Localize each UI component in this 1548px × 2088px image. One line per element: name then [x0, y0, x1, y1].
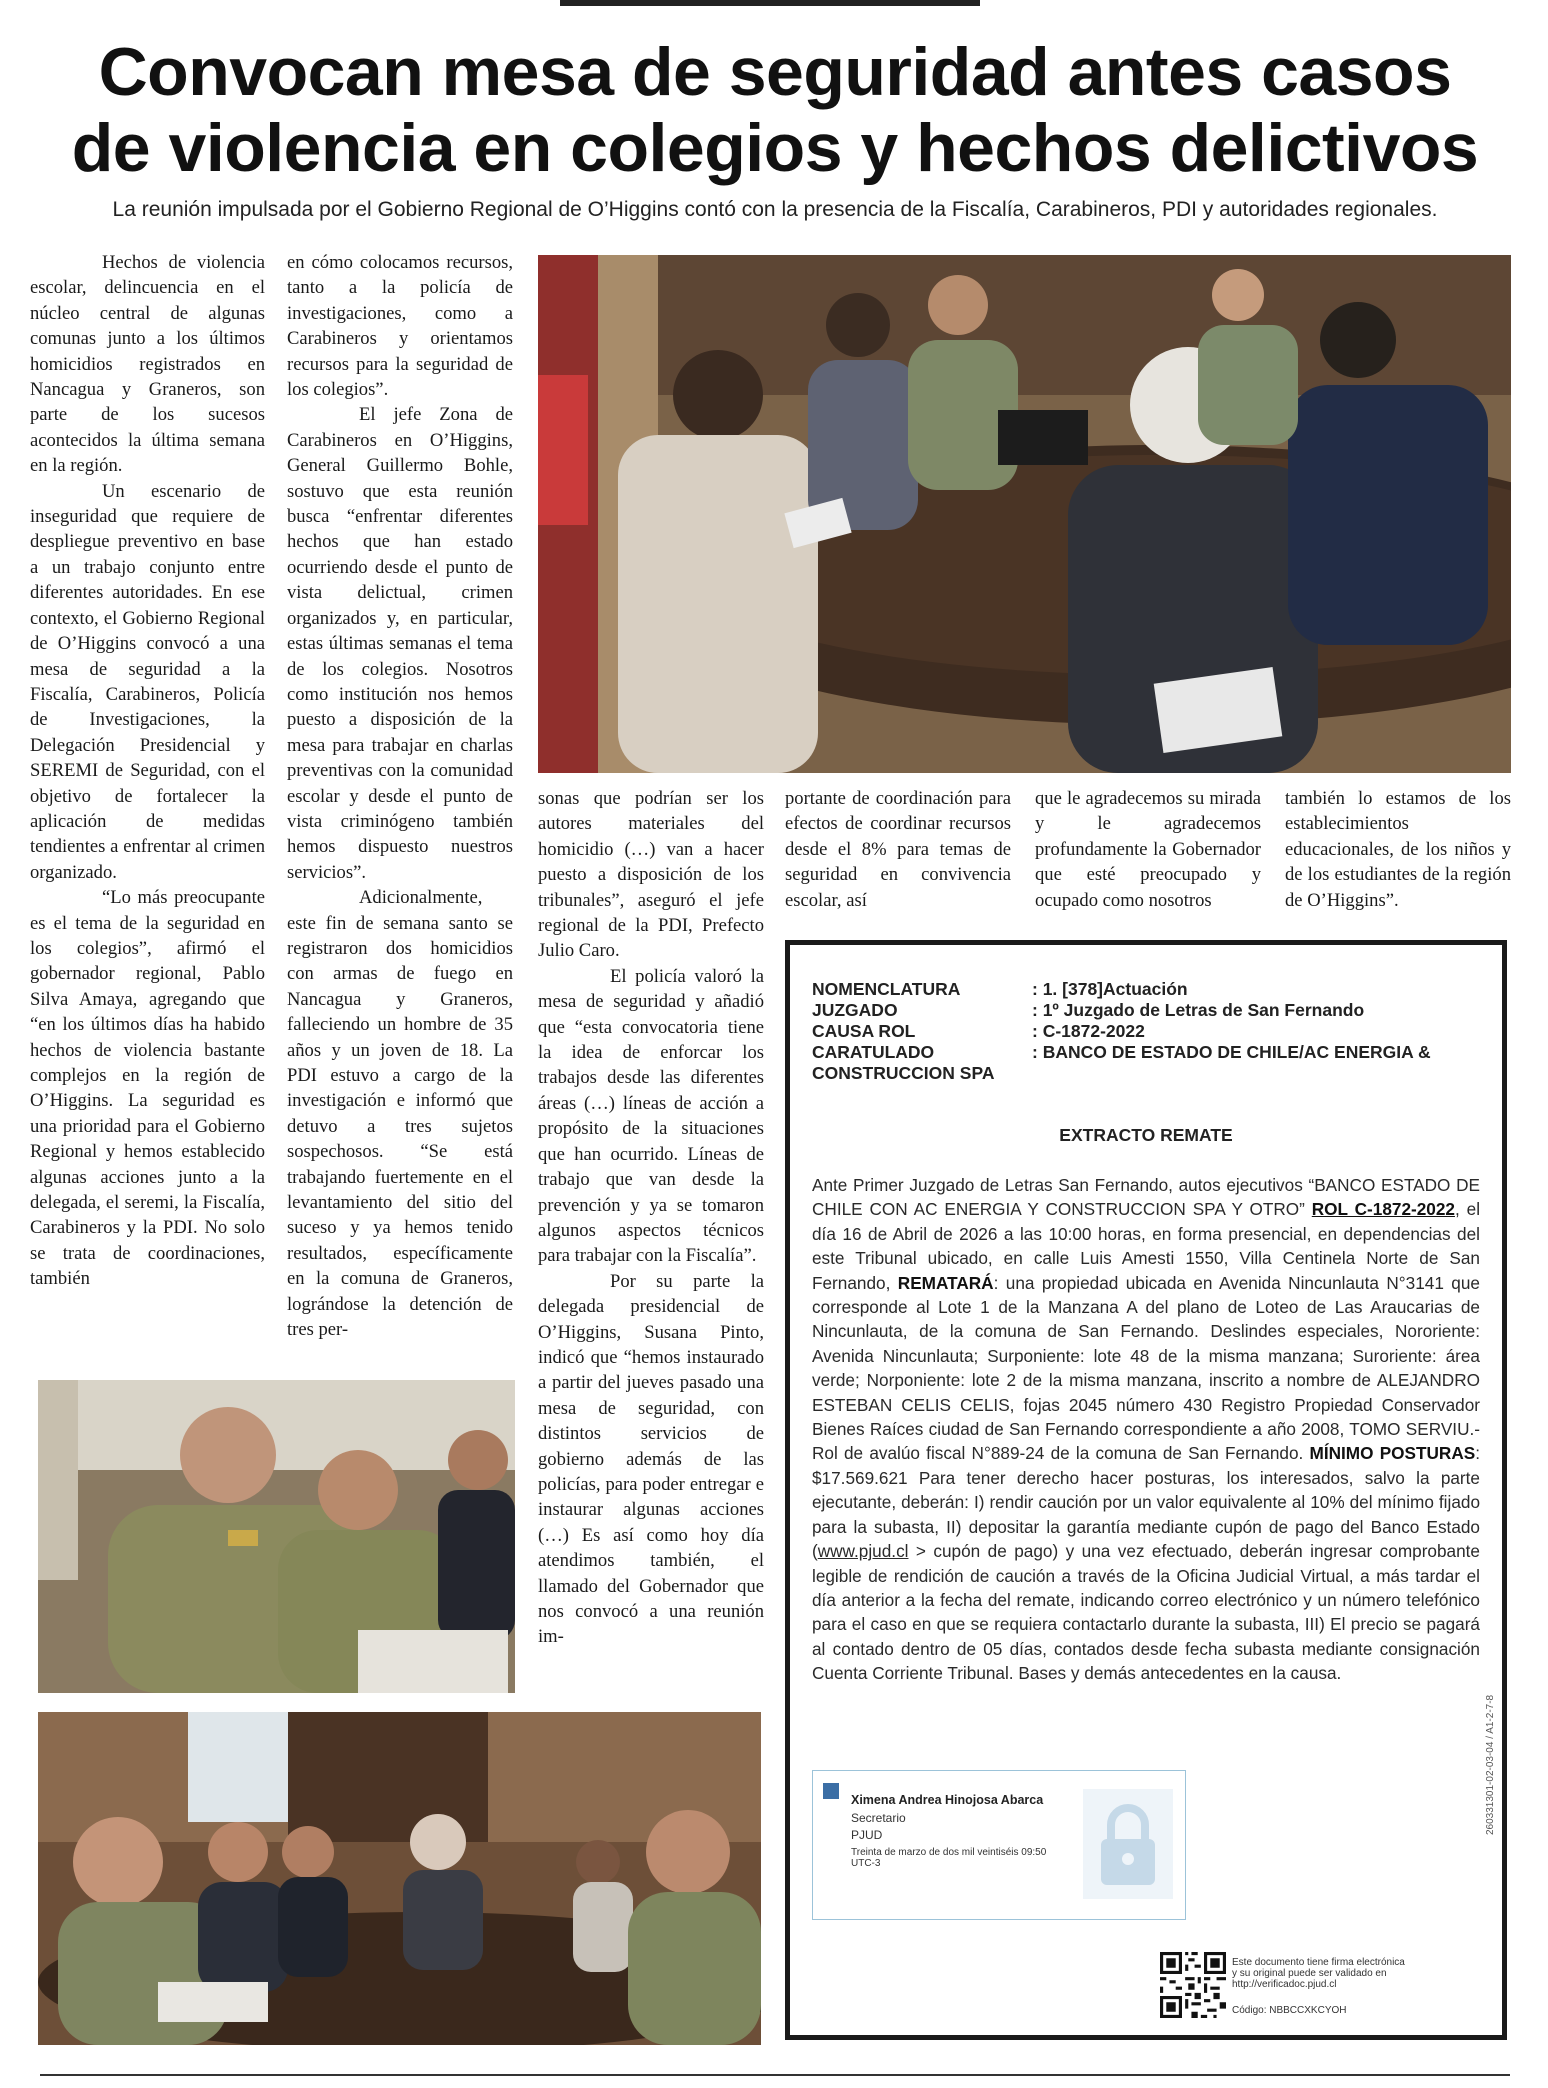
electronic-signature [812, 1770, 1186, 1920]
case-key: NOMENCLATURA [812, 979, 961, 999]
col2-paragraph-3: Adicionalmente, este fin de semana santo se registraron dos homicidios con armas de fuego en Nancagua y Graneros, falleciendo un hombre de 35 años y un joven de 18. La PDI estuvo a cargo de la investigación e informó que detuvo a tres sujetos sospechosos. “Se está trabajando fuertemente en el levantamiento del sitio del suceso y ya hemos tenido resultados, específicamente en la comuna de Graneros, lográndose la detención de tres per- [287, 887, 513, 1341]
extract-title: EXTRACTO REMATE [1059, 1125, 1233, 1145]
signer-role: Secretario [851, 1811, 906, 1825]
case-row [812, 979, 1472, 1000]
headline [30, 34, 1520, 186]
article-column-5 [1035, 786, 1261, 913]
case-key: CARATULADO [812, 1042, 935, 1062]
article-column-6 [1285, 786, 1511, 913]
case-row [812, 1063, 1472, 1084]
extract-intro: Ante Primer Juzgado de Letras San Fernando, autos ejecutivos “BANCO ESTADO DE CHILE CON AC ENERGIA Y CONSTRUCCION SPA Y OTRO” [812, 1175, 1480, 1220]
col1-paragraph-3: “Lo más preocupante es el tema de la seguridad en los colegios”, afirmó el gobernador regional, Pablo Silva Amaya, agregando que “en los últimos días ha habido hechos de violencia bastante complejos en la región de O’Higgins. La seguridad es una prioridad para el Gobierno Regional y hemos establecido algunas acciones junto a la delegada, el seremi, la Fiscalía, Carabineros y la PDI. No solo se trata de coordinaciones, también [30, 887, 265, 1290]
extract-property: : una propiedad ubicada en Avenida Nincunlauta N°3141 que corresponde al Lote 1 de la Manzana A del plano de Loteo de Las Araucarias de Nincunlauta, de la comuna de San Fernando. Deslindes especiales, Nororiente: Avenida Nincunlauta; Surponiente: lote 48 de la misma manzana; Suroriente: área verde; Norponiente: lote 2 de la misma manzana, inscrito a nombre de ALEJANDRO ESTEBAN CELIS CELIS, fojas 2045 número 430 Registro Propiedad Conservador Bienes Raíces ciudad de San Fernando correspondiente a año 2008, TOMO SERVIU.- Rol de avalúo fiscal N°889-24 de la comuna de San Fernando. [812, 1272, 1480, 1464]
qr-code-icon[interactable] [1160, 1952, 1226, 2018]
extract-body [812, 1173, 1480, 1686]
headline-line-1: Convocan mesa de seguridad antes casos [98, 34, 1452, 110]
article-column-4 [785, 786, 1011, 913]
article-column-2 [287, 250, 513, 1342]
case-key: CONSTRUCCION SPA [812, 1063, 995, 1083]
extract-rol: ROL C-1872-2022 [1311, 1199, 1455, 1220]
case-value: : BANCO DE ESTADO DE CHILE/AC ENERGIA & [1032, 1042, 1431, 1062]
signer-org: PJUD [851, 1828, 883, 1842]
case-value [994, 1063, 1472, 1084]
case-details [812, 979, 1472, 1084]
meeting-photo-main [538, 255, 1511, 773]
case-row [812, 1042, 1472, 1063]
col3-paragraph-1: sonas que podrían ser los autores materiales del homicidio (…) van a hacer puesto a disposición de los tribunales”, aseguró el jefe regional de la PDI, Prefecto Julio Caro. [538, 788, 764, 962]
extract-rest: > cupón de pago) y una vez efectuado, deberán ingresar comprobante legible de rendición de caución a través de la Oficina Judicial Virtual, a más tardar el día anterior a la fecha del remate, indicando correo electrónico y un número telefónico para el caso en que se requiera contactarlo durante la subasta, III) El precio se pagará al contado dentro de 05 días, contados desde fecha subasta mediante consignación Cuenta Corriente Tribunal. Bases y demás antecedentes en la causa. [812, 1541, 1480, 1684]
case-key: JUZGADO [812, 1000, 898, 1020]
pjud-link[interactable]: www.pjud.cl [817, 1541, 909, 1562]
col5-paragraph: que le agradecemos su mirada y le agradecemos profundamente la Gobernador que esté preocupado y ocupado como nosotros [1035, 788, 1261, 911]
case-row [812, 1021, 1472, 1042]
col3-paragraph-2: El policía valoró la mesa de seguridad y añadió que “esta convocatoria tiene la idea de enforcar los trabajos desde las diferentes áreas (…) líneas de acción a propósito de la situaciones que han ocurrido. Líneas de trabajo que van desde la prevención y ya se tomaron algunos aspectos técnicos para trabajar con la Fiscalía”. [538, 965, 764, 1267]
extract-minimo: MÍNIMO POSTURAS [1309, 1443, 1476, 1464]
signer-name: Ximena Andrea Hinojosa Abarca [851, 1793, 1044, 1807]
col4-paragraph: portante de coordinación para efectos de coordinar recursos desde el 8% para temas de seguridad en convivencia escolar, así [785, 788, 1011, 911]
extract-rematara: REMATARÁ [897, 1272, 994, 1293]
col3-paragraph-3: Por su parte la delegada presidencial de O’Higgins, Susana Pinto, indicó que “hemos instaurado a partir del jueves pasado una mesa de seguridad, con distintos servicios de gobierno además de las policías, para poder entregar e instaurar algunas acciones (…) Es así como hoy día atendimos también, el llamado del Gobernador que nos convocó a una reunión im- [538, 1270, 764, 1648]
document-code-vertical: 260331301-02-03-04 / A1-2-7-8 [1485, 1694, 1496, 1835]
case-key: CAUSA ROL [812, 1021, 916, 1041]
legal-notice-box [785, 940, 1507, 2040]
article-column-1 [30, 250, 265, 1292]
article-column-3 [538, 786, 764, 1650]
meeting-photo-carabineros [38, 1380, 515, 1693]
col6-paragraph: también lo estamos de los establecimientos educacionales, de los niños y de los estudiantes de la región de O’Higgins”. [1285, 788, 1511, 911]
bottom-rule [40, 2074, 1510, 2076]
signature-date: Treinta de marzo de dos mil veintiséis 09:50 UTC-3 [851, 1847, 1047, 1869]
top-rule [560, 0, 980, 6]
subheadline: La reunión impulsada por el Gobierno Regional de O’Higgins contó con la presencia de la Fiscalía, Carabineros, PDI y autoridades regionales. [112, 198, 1438, 221]
case-row [812, 1000, 1472, 1021]
case-value: : C-1872-2022 [1032, 1021, 1145, 1041]
verification-text: Este documento tiene firma electrónica y su original puede ser validado en http://verificadoc.pjud.cl [1232, 1957, 1405, 1990]
pjud-emblem-icon [823, 1783, 839, 1799]
verification-code: Código: NBBCCXKCYOH [1232, 2005, 1347, 2016]
extract-conditions: : $17.569.621 Para tener derecho hacer posturas, los interesados, salvo la parte ejecutante, deberán: I) rendir caución por un valor equivalente al 10% del mínimo fijado para la subasta, II) depositar la garantía mediante cupón de pago del Banco Estado ( [812, 1443, 1480, 1562]
lock-icon [1083, 1789, 1173, 1899]
extract-date: , el día 16 de Abril de 2026 a las 10:00 horas, en forma presencial, en dependencias del este Tribunal ubicado, en calle Luis Amesti 1550, Villa Centinela Norte de San Fernando, [812, 1199, 1481, 1293]
col2-paragraph-1: en cómo colocamos recursos, tanto a la policía de investigaciones, como a Carabineros y orientamos recursos para la seguridad de los colegios”. [287, 252, 513, 401]
meeting-photo-table [38, 1712, 761, 2045]
headline-line-2: de violencia en colegios y hechos delictivos [71, 110, 1479, 186]
case-value: : 1º Juzgado de Letras de San Fernando [1032, 1000, 1365, 1020]
col1-paragraph-2: Un escenario de inseguridad que requiere de despliegue preventivo en base a un trabajo conjunto entre diferentes autoridades. En ese contexto, el Gobierno Regional de O’Higgins convocó a una mesa de seguridad a la Fiscalía, Carabineros, Policía de Investigaciones, la Delegación Presidencial y SEREMI de Seguridad, con el objetivo de fortalecer la aplicación de medidas tendientes a enfrentar al crimen organizado. [30, 480, 265, 883]
case-value: : 1. [378]Actuación [1032, 979, 1188, 999]
col1-paragraph-1: Hechos de violencia escolar, delincuencia en el núcleo central de algunas comunas junto a los últimos homicidios registrados en Nancagua y Graneros, son parte de los sucesos acontecidos la última semana en la región. [30, 252, 265, 477]
col2-paragraph-2: El jefe Zona de Carabineros en O’Higgins, General Guillermo Bohle, sostuvo que esta reunión busca “enfrentar diferentes hechos que han estado ocurriendo desde el punto de vista delictual, crimen organizados y, en particular, estas últimas semanas el tema de los colegios. Nosotros como institución nos hemos puesto a disposición de la mesa para trabajar en charlas preventivas con la comunidad escolar y desde el punto de vista criminógeno también hemos dispuesto nuestros servicios”. [287, 404, 513, 883]
